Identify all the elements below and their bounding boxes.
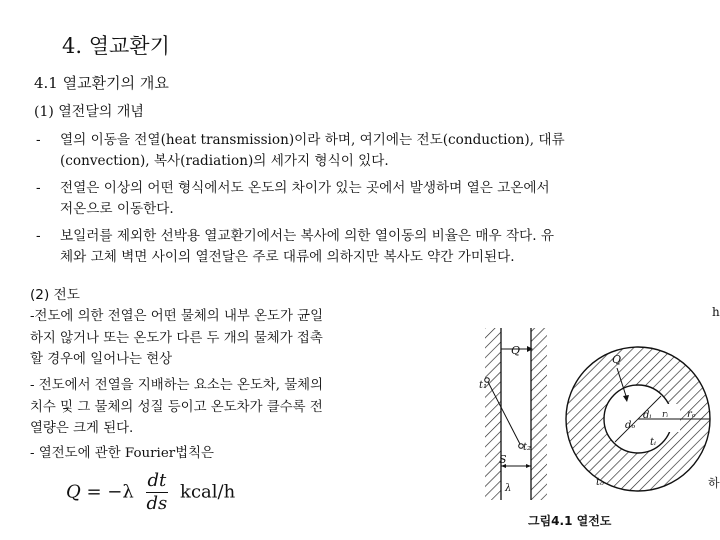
- paragraph-line: - 열전도에 관한 Fourier법칙은: [30, 446, 214, 461]
- bullet-dash: -: [36, 180, 41, 196]
- paragraph: [30, 306, 400, 371]
- pipe-label-do: dₒ: [625, 420, 636, 431]
- equation-fraction: [146, 470, 169, 515]
- equation-lhs: Q: [66, 481, 81, 503]
- bullet-line: 체와 고체 벽면 사이의 열전달은 주로 대류에 의하지만 복사도 약간 가미된다.: [60, 249, 515, 265]
- paragraph-line: 하지 않거나 또는 온도가 다른 두 개의 물체가 접촉: [30, 330, 323, 346]
- wall-hatch-right: [531, 328, 547, 500]
- edge-text-top: h: [712, 305, 720, 319]
- bullet-line: 전열은 이상의 어떤 형식에서도 온도의 차이가 있는 곳에서 발생하며 열은 고온에서: [60, 180, 550, 196]
- pipe-label-ti: tᵢ: [650, 437, 657, 448]
- section-heading: 4.1 열교환기의 개요: [34, 74, 169, 92]
- edge-text-bottom: 하: [708, 476, 720, 490]
- paragraph: [30, 443, 400, 465]
- wall-label-t2: t₂: [523, 442, 532, 453]
- paragraph-line: 열량은 크게 된다.: [30, 421, 134, 436]
- bullet-dash: -: [36, 228, 41, 244]
- paragraph-line: 치수 및 그 물체의 성질 등이고 온도차가 클수록 전: [30, 399, 323, 415]
- equation-operator: = −λ: [86, 481, 134, 503]
- equation-denominator: ds: [146, 493, 168, 514]
- paragraph-line: -전도에 의한 전열은 어떤 물체의 내부 온도가 균일: [30, 309, 324, 324]
- pipe-label-ri: rᵢ: [662, 410, 669, 420]
- wall-label-s: S: [499, 453, 507, 466]
- pipe-label-to: tₒ: [596, 477, 604, 488]
- bullet-line: (convection), 복사(radiation)의 세가지 형식이 있다.: [60, 153, 389, 169]
- fourier-equation: [66, 470, 235, 515]
- equation-unit: kcal/h: [180, 481, 236, 503]
- bullet-line: 보일러를 제외한 선박용 열교환기에서는 복사에 의한 열이동의 비율은 매우 작다. 유: [60, 228, 555, 244]
- wall-label-q: Q: [511, 344, 521, 357]
- wall-label-t1: t₁: [479, 380, 488, 391]
- paragraph-line: - 전도에서 전열을 지배하는 요소는 온도차, 물체의: [30, 378, 324, 393]
- wall-hatch-left: [485, 328, 501, 500]
- pipe-label-di: dᵢ: [643, 410, 652, 421]
- bullet-line: 열의 이동을 전열(heat transmission)이라 하며, 여기에는 전도(conduction), 대류: [60, 132, 565, 148]
- equation-numerator: dt: [147, 470, 167, 491]
- paragraph: [30, 375, 400, 440]
- figure-caption: 그림4.1 열전도: [528, 514, 612, 528]
- pipe-label-q: Q: [612, 353, 622, 366]
- pipe-cross-section-diagram: [566, 347, 710, 491]
- pipe-label-ro: rₒ: [687, 409, 696, 420]
- plane-wall-diagram: [479, 328, 547, 500]
- wall-label-lambda: λ: [505, 483, 512, 494]
- bullet-dash: -: [36, 132, 41, 148]
- subsection-heading-heat-transfer: (1) 열전달의 개념: [34, 104, 144, 120]
- bullet-line: 저온으로 이동한다.: [60, 201, 174, 217]
- subsection-heading-conduction: (2) 전도: [30, 287, 80, 303]
- page-title: 4. 열교환기: [62, 34, 170, 58]
- conduction-figure: [465, 318, 720, 512]
- paragraph-line: 할 경우에 일어나는 현상: [30, 352, 173, 367]
